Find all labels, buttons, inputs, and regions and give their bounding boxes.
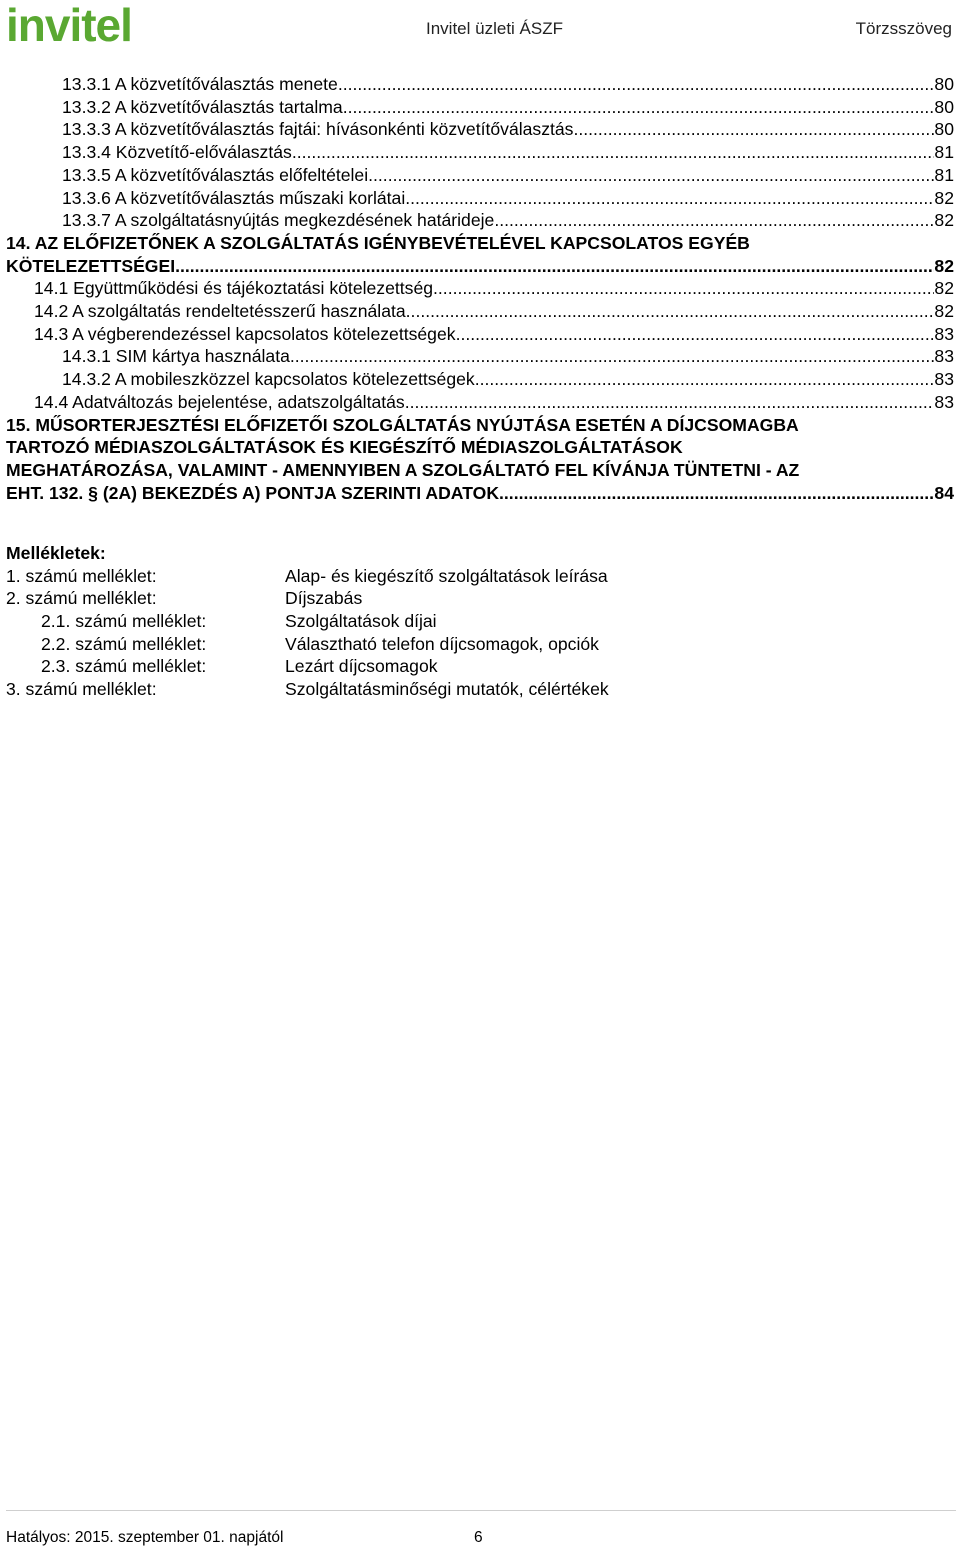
annex-row: 1. számú melléklet: Alap- és kiegészítő szolgáltatások leírása [6, 565, 608, 586]
toc-entry[interactable]: 13.3.3 A közvetítőválasztás fajtái: hívásonkénti közvetítőválasztás ..... 80 [6, 118, 954, 141]
annex-row: 2. számú melléklet: Díjszabás [6, 588, 363, 609]
annex-row: 2.1. számú melléklet: Szolgáltatások díjai [41, 611, 437, 632]
toc-entry[interactable]: 14.3.2 A mobileszközzel kapcsolatos kötelezettségek ..... 83 [6, 368, 954, 391]
toc-entry[interactable]: 13.3.4 Közvetítő-előválasztás ..... 81 [6, 141, 954, 164]
toc-entry[interactable]: 14.2 A szolgáltatás rendeltetésszerű használata ..... 82 [6, 300, 954, 323]
toc-entry[interactable]: 13.3.1 A közvetítőválasztás menete ..... 80 [6, 73, 954, 96]
annex-row: 3. számú melléklet: Szolgáltatásminőségi mutatók, célértékek [6, 679, 609, 700]
document-title: Invitel üzleti ÁSZF [426, 19, 563, 38]
footer-divider [6, 1510, 956, 1511]
table-of-contents [6, 73, 954, 504]
toc-entry[interactable]: 13.3.2 A közvetítőválasztás tartalma ..... 80 [6, 96, 954, 119]
toc-entry[interactable]: 13.3.5 A közvetítőválasztás előfeltételei ..... 81 [6, 164, 954, 187]
annex-row: 2.3. számú melléklet: Lezárt díjcsomagok [41, 656, 438, 677]
toc-entry[interactable]: 13.3.7 A szolgáltatásnyújtás megkezdésének határideje ..... 82 [6, 209, 954, 232]
invitel-logo: invitel [6, 0, 132, 51]
toc-entry[interactable]: 14.4 Adatváltozás bejelentése, adatszolgáltatás ..... 83 [6, 391, 954, 414]
toc-entry[interactable]: 13.3.6 A közvetítőválasztás műszaki korlátai ..... 82 [6, 187, 954, 210]
toc-entry[interactable]: 14.3.1 SIM kártya használata ..... 83 [6, 345, 954, 368]
toc-entry[interactable]: 14.1 Együttműködési és tájékoztatási kötelezettség ..... 82 [6, 277, 954, 300]
toc-entry-chapter-15[interactable]: 15. MŰSORTERJESZTÉSI ELŐFIZETŐI SZOLGÁLTATÁS NYÚJTÁSA ESETÉN A DÍJCSOMAGBA TARTOZÓ MÉDIASZOLGÁLTATÁSOK ÉS KIEGÉSZÍTŐ MÉDIASZOLGÁLTATÁSOK MEGHATÁROZÁSA, VALAMINT - AMENNYIBEN A SZOLGÁLTATÓ FEL KÍVÁNJA TÜNTETNI - AZ EHT. 132. § (2A) BEKEZDÉS A) PONTJA SZERINTI ADATOK ..... 84 [6, 414, 954, 505]
annexes-section [6, 542, 609, 701]
page-header [0, 0, 960, 52]
effective-date: Hatályos: 2015. szeptember 01. napjától [6, 1529, 284, 1546]
section-label: Törzsszöveg [855, 19, 952, 38]
annex-row: 2.2. számú melléklet: Választható telefon díjcsomagok, opciók [41, 633, 599, 654]
toc-entry[interactable]: 14.3 A végberendezéssel kapcsolatos kötelezettségek ..... 83 [6, 323, 954, 346]
annexes-title: Mellékletek: [6, 543, 106, 563]
page-number: 6 [474, 1529, 483, 1546]
toc-entry-chapter-14[interactable]: 14. AZ ELŐFIZETŐNEK A SZOLGÁLTATÁS IGÉNYBEVÉTELÉVEL KAPCSOLATOS EGYÉB KÖTELEZETTSÉGEI ..... 82 [6, 232, 954, 277]
